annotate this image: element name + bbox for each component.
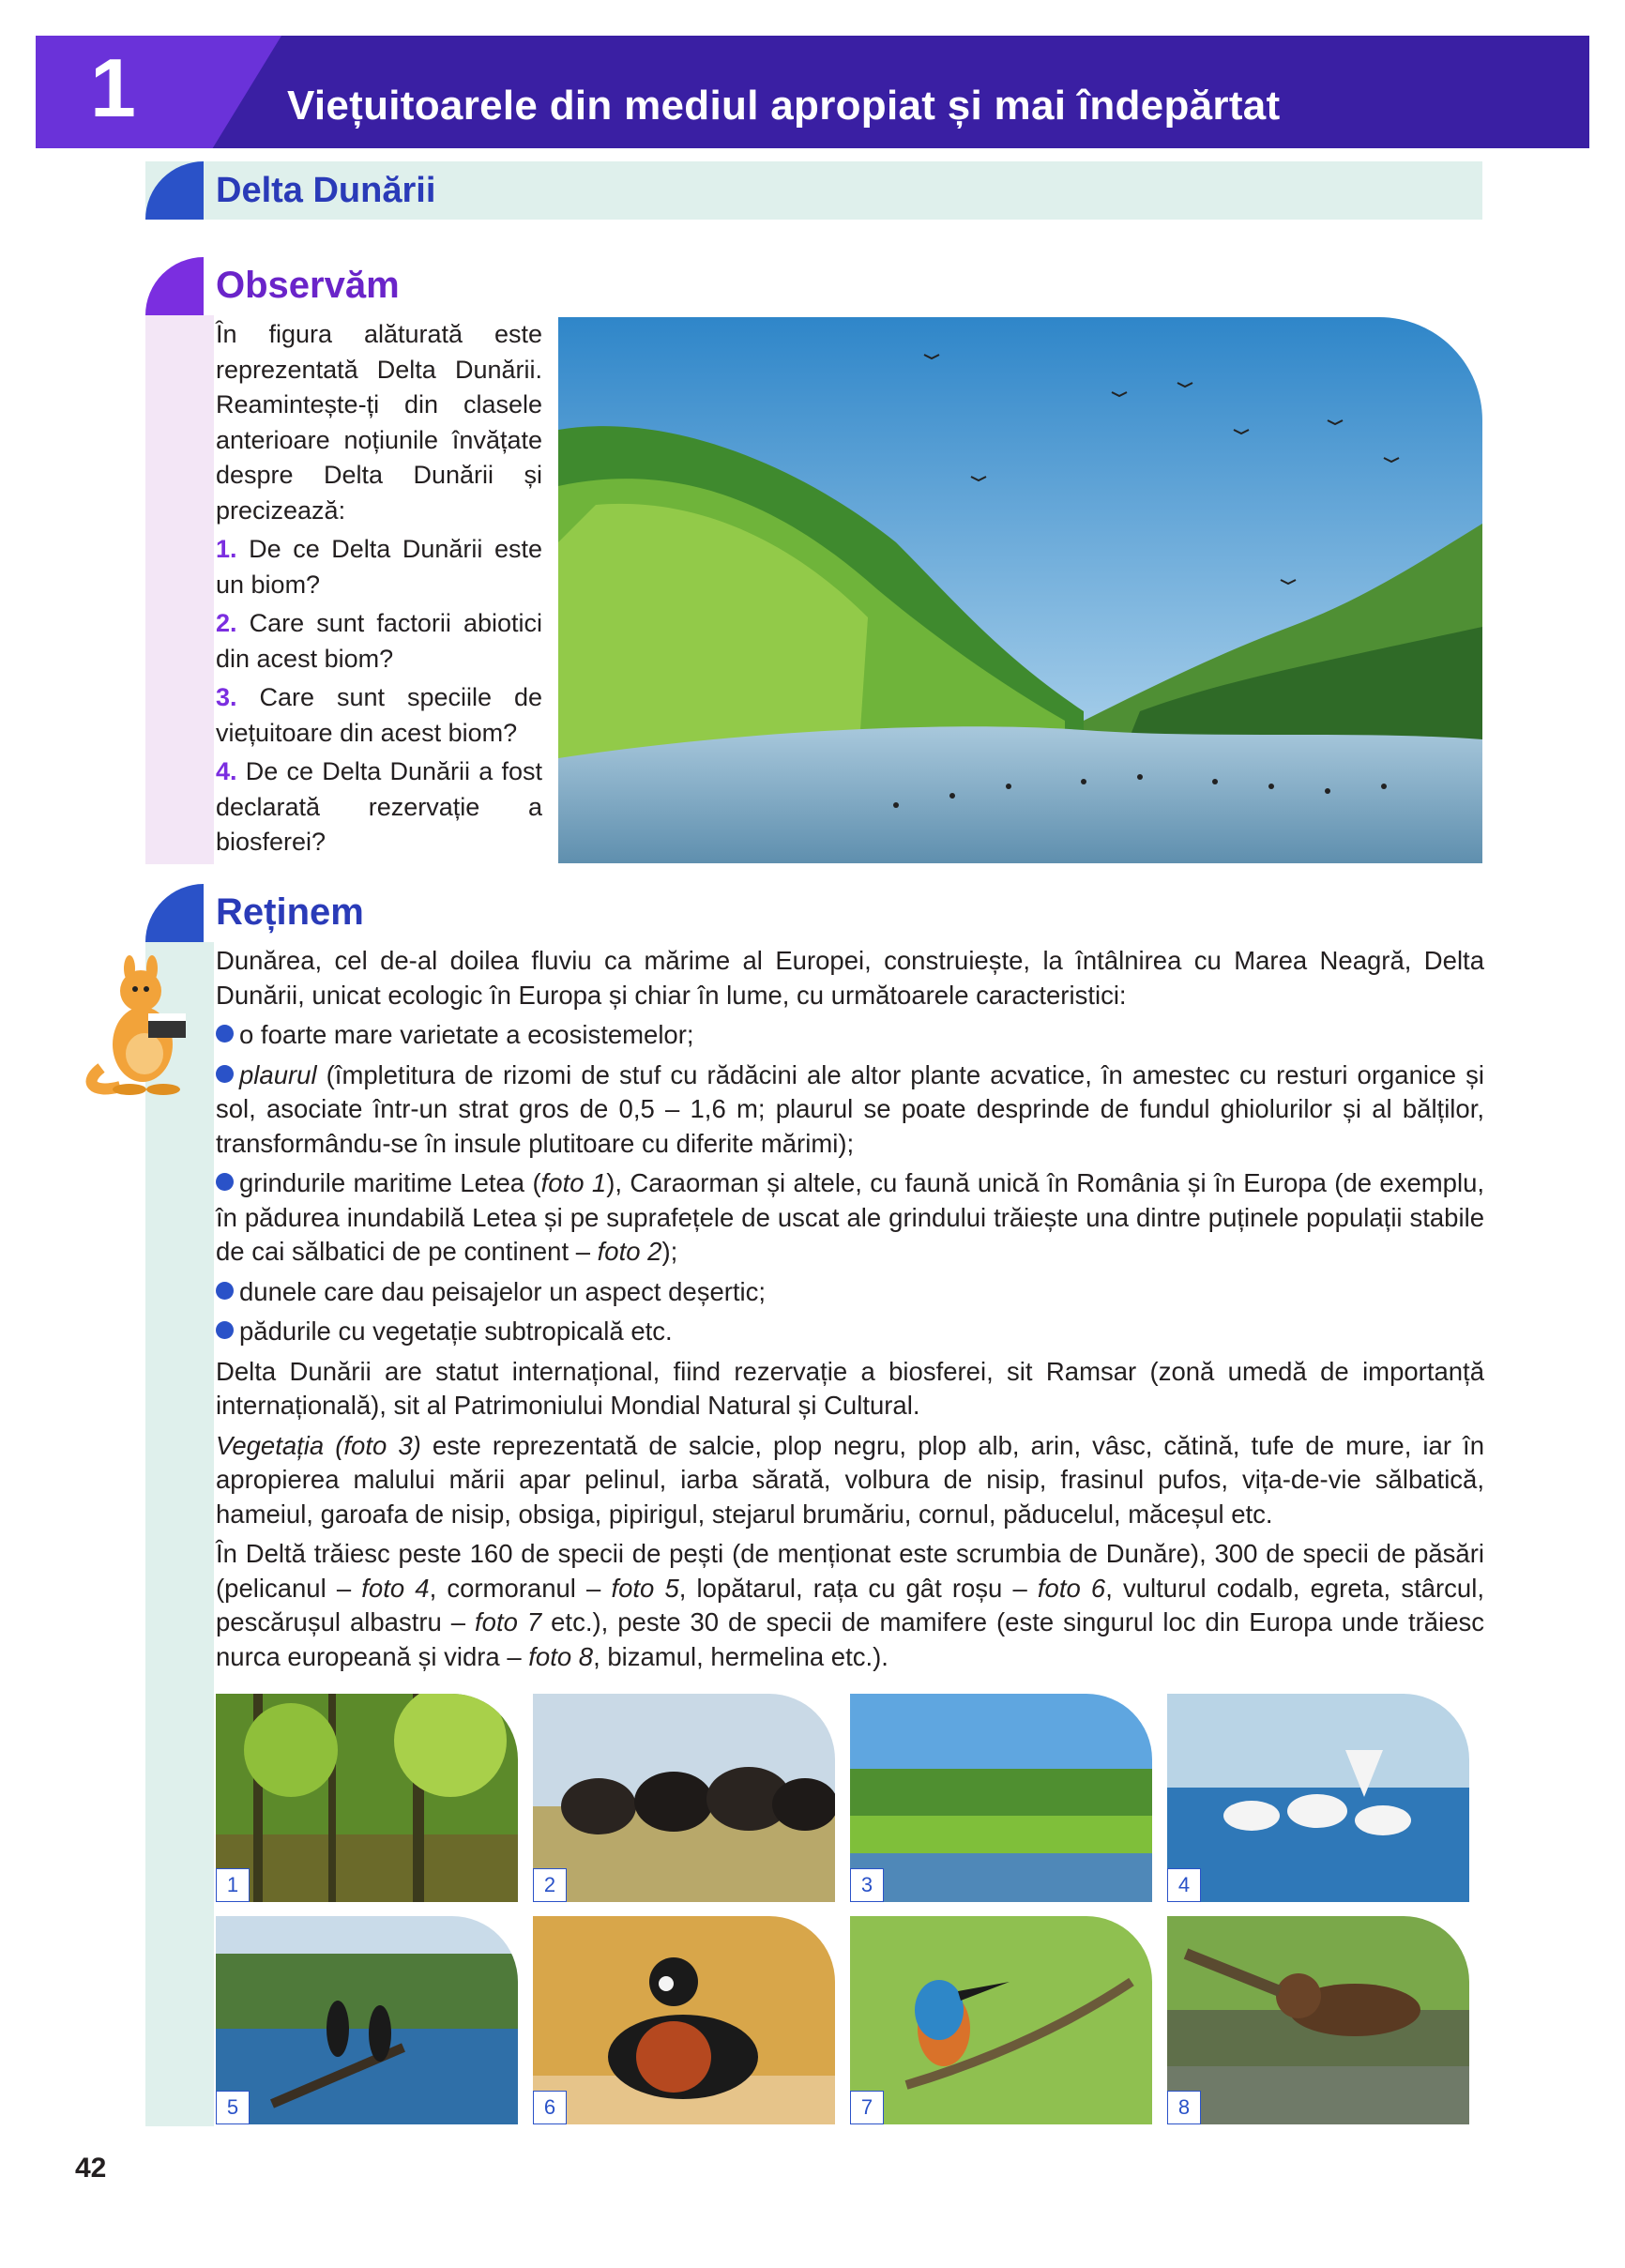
fauna-paragraph	[216, 1537, 1484, 1674]
paragraph-text: , bizamul, hermelina etc.).	[593, 1641, 888, 1671]
section-title: Delta Dunării	[216, 171, 436, 210]
list-item	[216, 1058, 1484, 1162]
question-2	[216, 606, 542, 677]
list-item	[216, 1166, 1484, 1270]
observam-sidebar	[145, 315, 214, 864]
question-text: Care sunt speciile de viețuitoare din acest biom?	[216, 683, 542, 747]
photo-number-label: 5	[216, 2091, 250, 2124]
observam-intro: În figura alăturată este reprezentată Delta Dunării. Reamintește-ți din clasele anterioare noțiunile învățate despre Delta Dunării și precizează:	[216, 320, 542, 525]
photo-reference: foto 5	[611, 1573, 679, 1603]
photo-reference: foto 8	[528, 1641, 594, 1671]
bullet-icon	[216, 1282, 234, 1300]
photo-reference: foto 4	[361, 1573, 430, 1603]
paragraph-text: , cormoranul –	[429, 1573, 612, 1603]
paragraph-text: este reprezentată de salcie, plop negru, plop alb, arin, vâsc, cătină, tufe de mure, iar în apropierea malului mării apar pelinul, iarba sărată, volbura de nisip, frasinul pufos, vița-de-vie sălbatică, hameiul, garoafa de nisip, obsiga, pipirigul, stejarul brumăriu, cornul, păducelul, măceșul etc.	[216, 1430, 1484, 1529]
retinem-sidebar	[145, 942, 214, 2126]
status-paragraph: Delta Dunării are statut internațional, fiind rezervație a biosferei, sit Ramsar (zonă umedă de importanță internațională), sit al Patrimoniului Mondial Natural și Cultural.	[216, 1356, 1484, 1420]
question-number: 2.	[216, 609, 237, 637]
question-text: De ce Delta Dunării a fost declarată rezervație a biosferei?	[216, 757, 542, 856]
photo-otter	[1167, 1916, 1469, 2124]
photo-reference: foto 7	[475, 1607, 542, 1636]
retinem-corner-decoration	[145, 884, 204, 942]
photo-number-label: 2	[533, 1868, 567, 1902]
photo-number-label: 4	[1167, 1868, 1201, 1902]
photo-red-breasted-goose	[533, 1916, 835, 2124]
paragraph-text: , lopătarul, rața cu gât roșu –	[678, 1573, 1038, 1603]
paragraph-text: , vulturul codalb, egreta, stârcul, pescărușul albastru –	[216, 1573, 1484, 1636]
photo-kingfisher	[850, 1916, 1152, 2124]
question-text: Care sunt factorii abiotici din acest biom?	[216, 609, 542, 673]
term: plaurul	[239, 1059, 317, 1089]
list-item-text: ), Caraorman și altele, cu faună unică în România și în Europa (de exemplu, în pădurea inundabilă Letea și pe suprafețele de uscat ale grindului trăiește una dintre puținele populații stabile de cai sălbatici de pe continent –	[216, 1168, 1485, 1266]
observam-heading: Observăm	[216, 265, 400, 306]
photo-number-label: 3	[850, 1868, 884, 1902]
question-number: 4.	[216, 757, 237, 785]
danube-delta-photo	[558, 317, 1482, 863]
photo-letea-forest	[216, 1694, 518, 1902]
retinem-text	[216, 944, 1484, 1680]
list-item-text: grindurile maritime Letea (	[239, 1168, 541, 1197]
vegetation-paragraph	[216, 1429, 1484, 1532]
bullet-icon	[216, 1173, 234, 1191]
bullet-icon	[216, 1025, 234, 1043]
vegetation-term: Vegetația (foto 3)	[216, 1430, 421, 1460]
list-item	[216, 1018, 1484, 1053]
retinem-heading: Reținem	[216, 891, 364, 933]
list-item	[216, 1275, 1484, 1310]
photo-number-label: 8	[1167, 2091, 1201, 2124]
paragraph-text: etc.), peste 30 de specii de mamifere (este singurul loc din Europa unde trăiesc nurca europeană și vidra –	[216, 1607, 1484, 1671]
question-text: De ce Delta Dunării este un biom?	[216, 535, 542, 599]
question-4	[216, 754, 542, 860]
kangaroo-mascot-icon	[83, 955, 203, 1096]
list-item-text: dunele care dau peisajelor un aspect deșertic;	[239, 1276, 767, 1306]
list-item-text: );	[661, 1237, 678, 1266]
photo-number-label: 7	[850, 2091, 884, 2124]
page-number: 42	[75, 2153, 107, 2184]
photo-wild-horses	[533, 1694, 835, 1902]
list-item-text: pădurile cu vegetație subtropicală etc.	[239, 1317, 673, 1346]
question-1	[216, 532, 542, 602]
chapter-title: Viețuitoarele din mediul apropiat și mai îndepărtat	[287, 83, 1281, 129]
paragraph-text: În Deltă trăiesc peste 160 de specii de pești (de menționat este scrumbia de Dunăre), 300 de specii de păsări (pelicanul –	[216, 1539, 1484, 1603]
photo-pelicans	[1167, 1694, 1469, 1902]
list-item	[216, 1315, 1484, 1349]
photo-reference: foto 1	[540, 1168, 607, 1197]
list-item-text: (împletitura de rizomi de stuf cu rădăcini ale altor plante acvatice, în amestec cu resturi organice și sol, asociate într-un strat gros de 0,5 – 1,6 m; plaurul se poate desprinde de fundul ghiolurilor și al bălților, transformându-se în insule plutitoare cu diferite mărimi);	[216, 1059, 1484, 1158]
bullet-icon	[216, 1065, 234, 1083]
question-number: 3.	[216, 683, 237, 711]
observam-corner-decoration	[145, 257, 204, 315]
chapter-number: 1	[90, 41, 136, 134]
question-3	[216, 680, 542, 751]
question-number: 1.	[216, 535, 237, 563]
photo-number-label: 6	[533, 2091, 567, 2124]
photo-number-label: 1	[216, 1868, 250, 1902]
photo-cormorants	[216, 1916, 518, 2124]
photo-reference: foto 6	[1037, 1573, 1106, 1603]
retinem-intro: Dunărea, cel de-al doilea fluviu ca mărime al Europei, construiește, la întâlnirea cu Marea Neagră, Delta Dunării, unicat ecologic în Europa și chiar în lume, cu următoarele caracteristici:	[216, 946, 1484, 1010]
observam-text	[216, 317, 542, 864]
photo-vegetation	[850, 1694, 1152, 1902]
list-item-text: o foarte mare varietate a ecosistemelor;	[239, 1020, 694, 1049]
photo-reference: foto 2	[597, 1237, 662, 1266]
bullet-icon	[216, 1321, 234, 1339]
